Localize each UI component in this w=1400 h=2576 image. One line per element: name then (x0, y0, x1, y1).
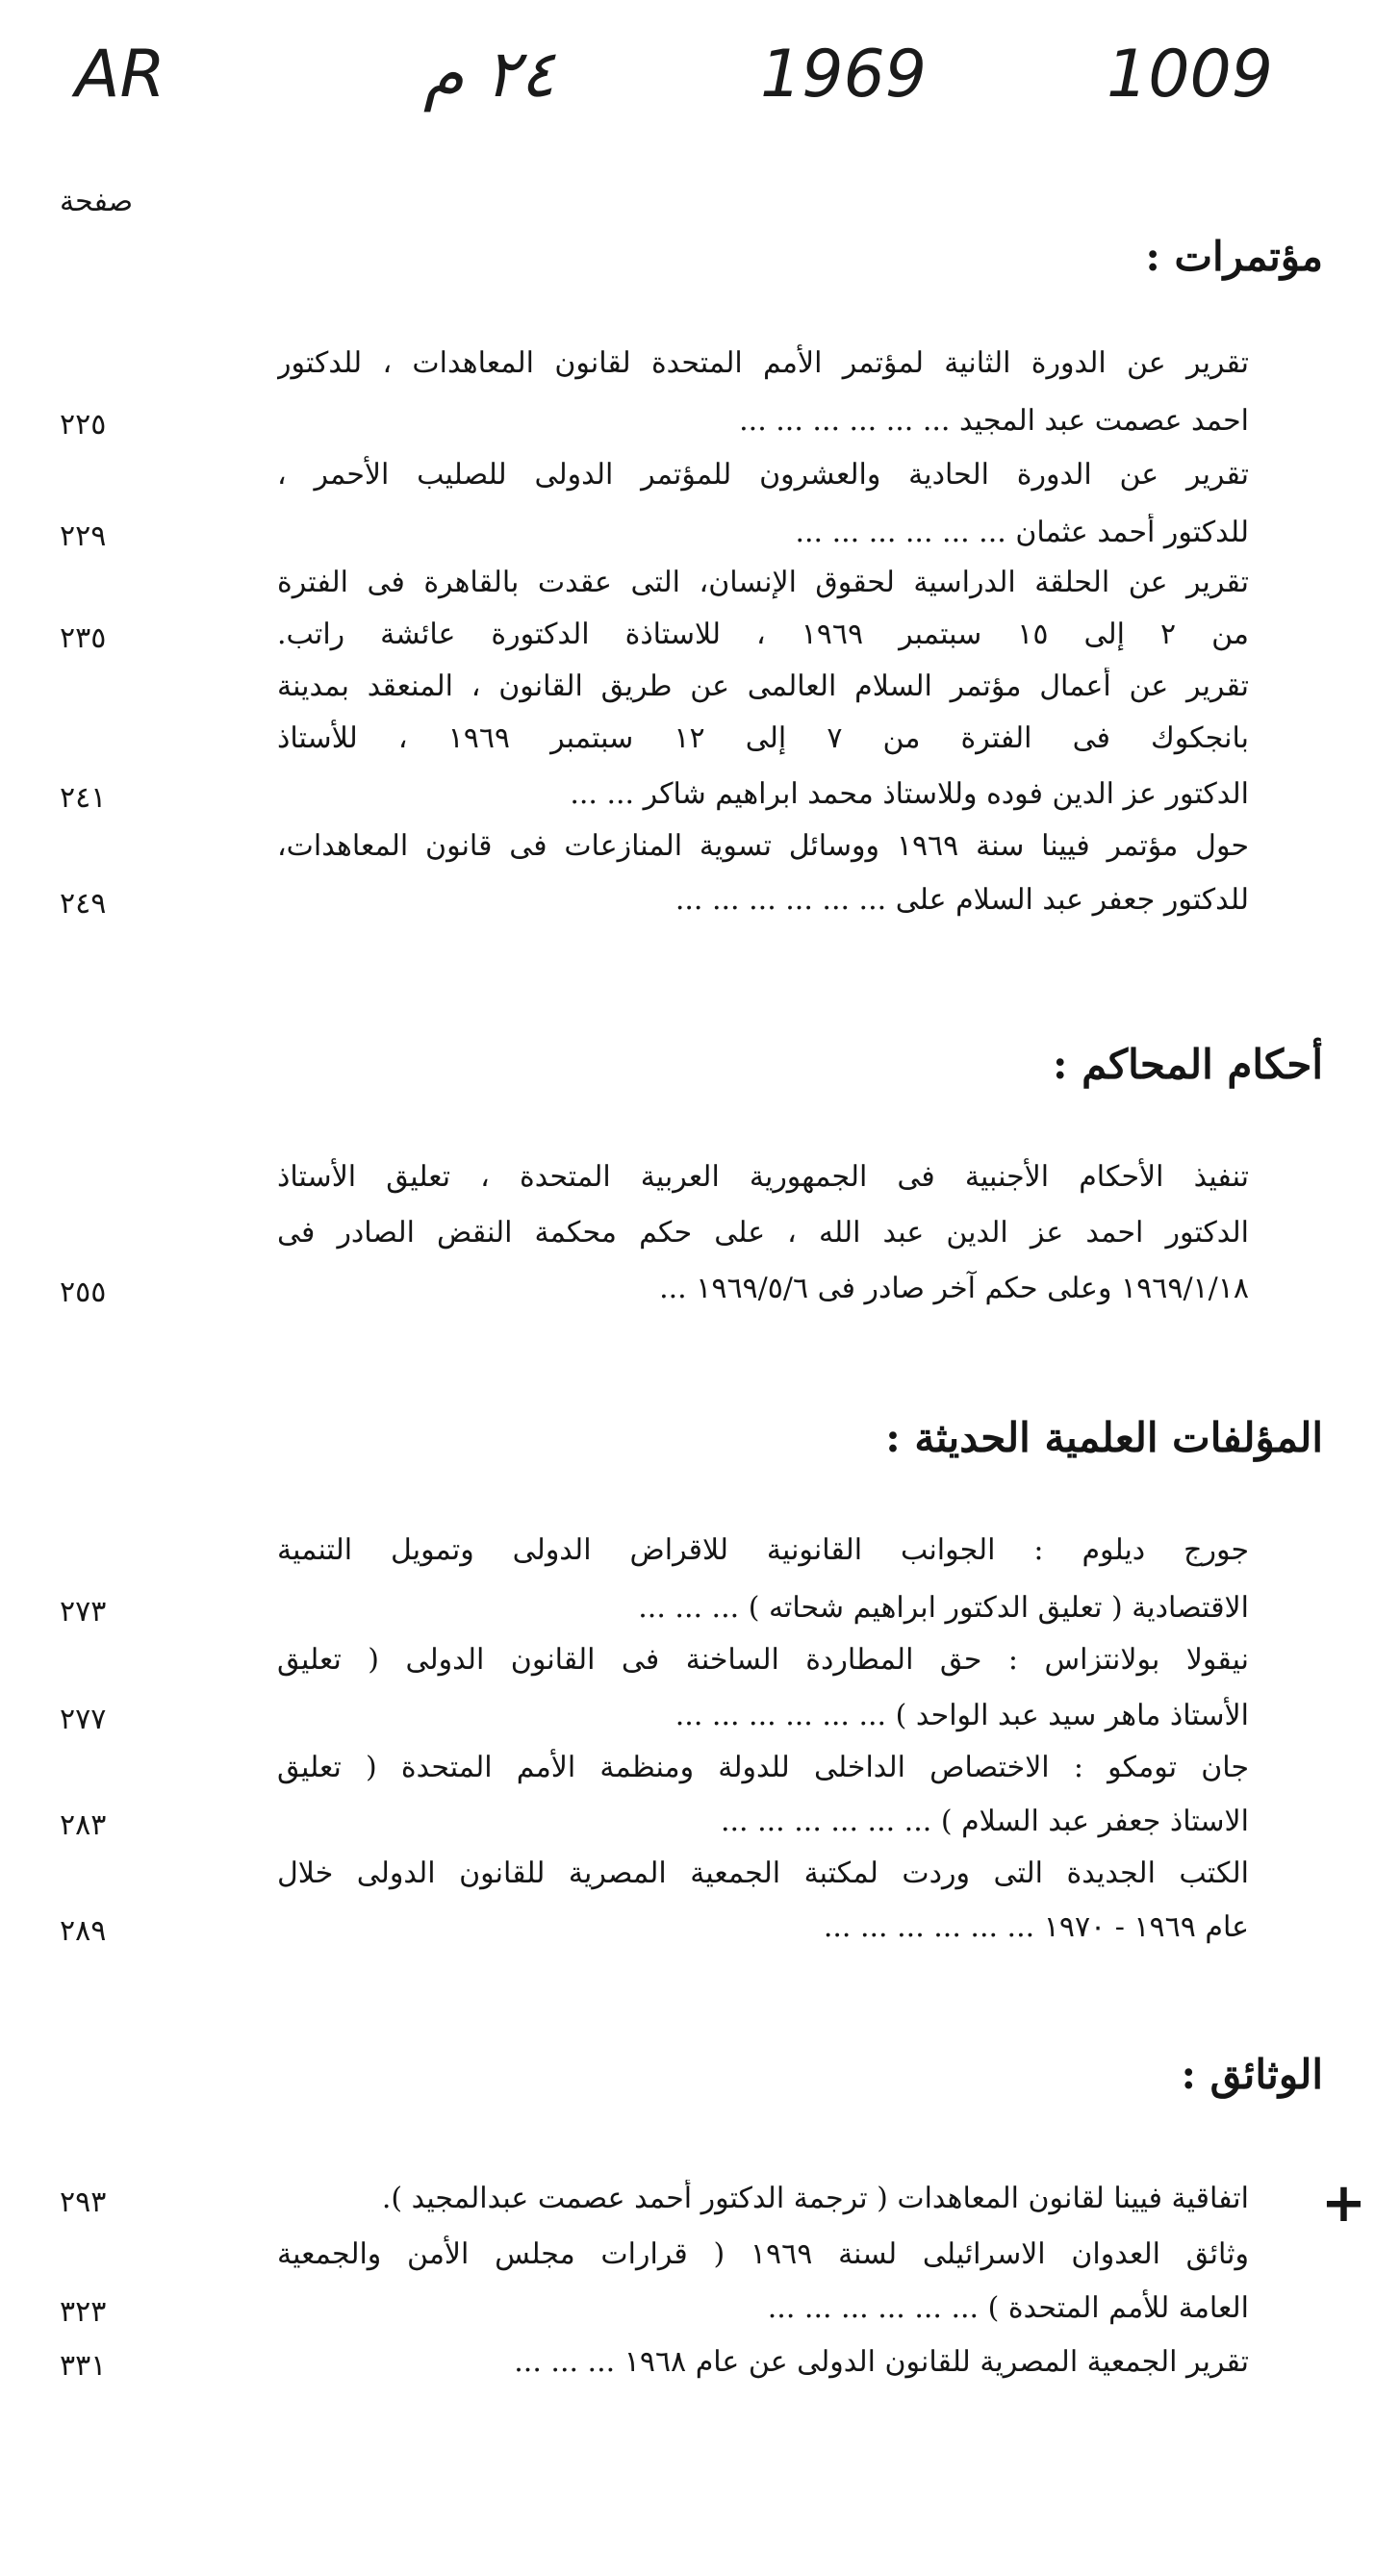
section-heading-documents: الوثائق : (1181, 2051, 1323, 2098)
section-heading-court-judgments: أحكام المحاكم : (1053, 1041, 1323, 1088)
entry-line: حول مؤتمر فيينا سنة ١٩٦٩ ووسائل تسوية المنازعات فى قانون المعاهدات، (277, 829, 1249, 863)
handwritten-mark-left: AR (75, 37, 165, 113)
page-number: ٢٩٣ (60, 2185, 107, 2219)
entry-line: نيقولا بولانتزاس : حق المطاردة الساخنة فى القانون الدولى ( تعليق (277, 1643, 1249, 1677)
entry-line: اتفاقية فيينا لقانون المعاهدات ( ترجمة الدكتور أحمد عصمت عبدالمجيد ). (381, 2182, 1249, 2215)
entry-line: تقرير الجمعية المصرية للقانون الدولى عن عام ١٩٦٨ ... ... ... (514, 2345, 1249, 2379)
entry-line: تنفيذ الأحكام الأجنبية فى الجمهورية العربية المتحدة ، تعليق الأستاذ (277, 1160, 1249, 1194)
page-number: ٢٥٥ (60, 1275, 107, 1309)
margin-plus-mark: + (1321, 2172, 1366, 2235)
entry-line: تقرير عن الدورة الثانية لمؤتمر الأمم المتحدة لقانون المعاهدات ، للدكتور (277, 346, 1249, 380)
entry-line: للدكتور جعفر عبد السلام على ... ... ... ... ... ... (675, 883, 1249, 917)
page-number: ٢٧٣ (60, 1595, 107, 1629)
entry-line: جان تومكو : الاختصاص الداخلى للدولة ومنظمة الأمم المتحدة ( تعليق (277, 1751, 1249, 1784)
entry-line: الاستاذ جعفر عبد السلام ) ... ... ... ... ... ... (720, 1805, 1249, 1838)
entry-line: وثائق العدوان الاسرائيلى لسنة ١٩٦٩ ( قرارات مجلس الأمن والجمعية (277, 2237, 1249, 2271)
entry-line: عام ١٩٦٩ - ١٩٧٠ ... ... ... ... ... ... (823, 1910, 1249, 1944)
entry-line: العامة للأمم المتحدة ) ... ... ... ... ... ... (767, 2291, 1249, 2325)
page-number: ٢٨٣ (60, 1808, 107, 1842)
handwritten-day-month: ٢٤ م (423, 37, 555, 113)
section-heading-conferences: مؤتمرات : (1145, 233, 1323, 280)
entry-line: من ٢ إلى ١٥ سبتمبر ١٩٦٩ ، للاستاذة الدكتورة عائشة راتب. (277, 618, 1249, 651)
entry-line: احمد عصمت عبد المجيد ... ... ... ... ... ... (739, 404, 1249, 438)
entry-line: تقرير عن الحلقة الدراسية لحقوق الإنسان، التى عقدت بالقاهرة فى الفترة (277, 566, 1249, 599)
page-number: ٢٧٧ (60, 1703, 107, 1736)
entry-line: للدكتور أحمد عثمان ... ... ... ... ... ... (795, 516, 1249, 549)
entry-line: ١٩٦٩/١/١٨ وعلى حكم آخر صادر فى ١٩٦٩/٥/٦ ... (659, 1272, 1249, 1305)
handwritten-year: 1969 (760, 37, 928, 113)
entry-line: بانجكوك فى الفترة من ٧ إلى ١٢ سبتمبر ١٩٦٩ ، للأستاذ (277, 721, 1249, 755)
page-number: ٢٤٩ (60, 887, 107, 921)
handwritten-number: 1009 (1107, 37, 1274, 113)
section-heading-recent-works: المؤلفات العلمية الحديثة : (885, 1414, 1323, 1461)
page-column-label: صفحة (60, 185, 134, 218)
page-number: ٣٣١ (60, 2349, 107, 2383)
entry-line: الاقتصادية ( تعليق الدكتور ابراهيم شحاته ) ... ... ... (638, 1591, 1249, 1625)
entry-line: الدكتور عز الدين فوده وللاستاذ محمد ابراهيم شاكر ... ... (570, 777, 1249, 811)
page-number: ٢٢٥ (60, 408, 107, 442)
entry-line: الأستاذ ماهر سيد عبد الواحد ) ... ... ... ... ... ... (675, 1699, 1249, 1732)
page-number: ٣٢٣ (60, 2295, 107, 2329)
entry-line: الكتب الجديدة التى وردت لمكتبة الجمعية المصرية للقانون الدولى خلال (277, 1856, 1249, 1890)
entry-line: تقرير عن الدورة الحادية والعشرون للمؤتمر الدولى للصليب الأحمر ، (277, 458, 1249, 492)
entry-line: الدكتور احمد عز الدين عبد الله ، على حكم محكمة النقض الصادر فى (277, 1216, 1249, 1250)
entry-line: جورج ديلوم : الجوانب القانونية للاقراض الدولى وتمويل التنمية (277, 1533, 1249, 1567)
page-number: ٢٤١ (60, 781, 107, 815)
page-number: ٢٢٩ (60, 519, 107, 553)
page-number: ٢٣٥ (60, 621, 107, 655)
page-number: ٢٨٩ (60, 1914, 107, 1948)
entry-line: تقرير عن أعمال مؤتمر السلام العالمى عن طريق القانون ، المنعقد بمدينة (277, 669, 1249, 703)
